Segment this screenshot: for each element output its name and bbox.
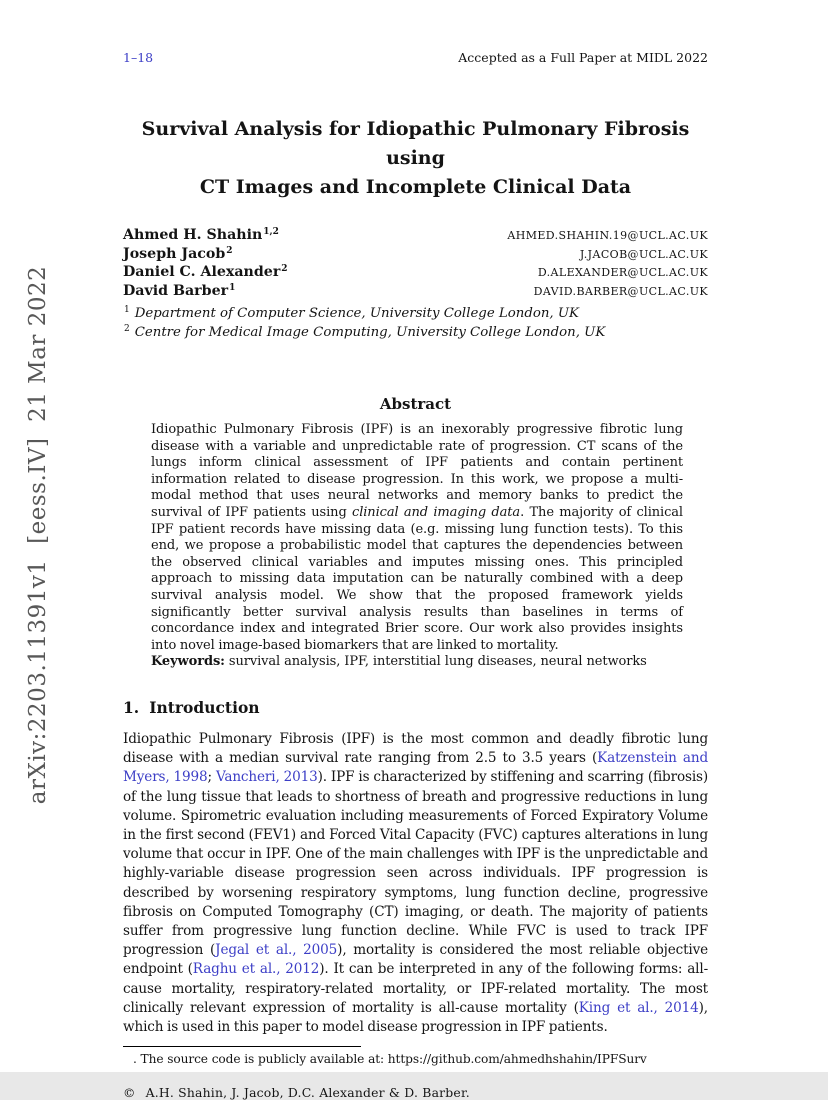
acceptance-note: Accepted as a Full Paper at MIDL 2022 [458, 50, 708, 65]
text-segment: ), mortality is considered the most reliable objective endpoint ( [123, 942, 709, 978]
paper-title [123, 115, 708, 202]
text-segment: ), which is used in this paper to model disease progression in IPF patients. [123, 999, 708, 1035]
keywords-text: survival analysis, IPF, interstitial lung diseases, neural networks [224, 654, 647, 670]
affiliation-sup: 1 [124, 305, 130, 315]
footnote-text: . The source code is publicly available at: https://github.com/ahmedhshahin/IPFSurv [133, 1052, 647, 1067]
affiliation: $^1$ Department of Computer Science, University College London, UK [124, 305, 579, 321]
author-affiliation-sup: 2 [226, 245, 233, 256]
text-segment: Idiopathic Pulmonary Fibrosis (IPF) is the most common and deadly fibrotic lung disease with a median survival rate ranging from 2.5 to 3.5 years ( [123, 730, 708, 767]
keywords-label: Keywords: [151, 654, 225, 670]
author-row [123, 246, 708, 265]
author-row [123, 264, 708, 283]
copyright-text: A.H. Shahin, J. Jacob, D.C. Alexander & D. Barber. [145, 1085, 470, 1100]
paper-title-line1: Survival Analysis for Idiopathic Pulmonary Fibrosis using [141, 118, 690, 169]
text-segment: clinical and imaging data [352, 504, 521, 520]
citation-link[interactable]: Jegal et al., 2005 [215, 942, 338, 959]
arxiv-watermark: arXiv:2203.11391v1 [eess.IV] 21 Mar 2022 [25, 265, 51, 805]
footnote-rule [123, 1046, 361, 1047]
author-name: Joseph Jacob$^2$ [123, 245, 233, 262]
page-content [123, 0, 708, 1100]
citation-link[interactable]: Raghu et al., 2012 [192, 961, 320, 978]
citation-link[interactable]: King et al., 2014 [578, 999, 699, 1016]
affiliation: $^2$ Centre for Medical Image Computing, University College London, UK [124, 324, 606, 340]
author-row [123, 283, 708, 302]
section-number: 1. [123, 697, 140, 717]
footnote-block [123, 1046, 708, 1066]
text-segment: ). It can be interpreted in any of the following forms: all-cause mortality, respiratory-related mortality, or IPF-related mortality. The most clinically relevant expression of mortality is all-cause mortality ( [123, 961, 709, 1016]
section-title: Introduction [149, 697, 260, 717]
author-affiliation-sup: 1 [229, 282, 236, 293]
author-email: D.ALEXANDER@UCL.AC.UK [537, 266, 708, 279]
author-name: Ahmed H. Shahin$^{1,2}$ [123, 227, 279, 243]
introduction-paragraph [123, 730, 708, 1037]
section-heading-introduction [123, 698, 708, 717]
page-range-link[interactable]: 1–18 [123, 50, 154, 65]
authors-block [123, 227, 708, 301]
text-segment: ). IPF is characterized by stiffening and scarring (fibrosis) of the lung tissue that leads to shortness of breath and progressive reductions in lung volume. Spirometric evaluation including measurements of Forced Expiratory Volume in the first second (FEV1) and Forced Vital Capacity (FVC) captures alterations in lung volume that occur in IPF. One of the main challenges with IPF is the unpredictable and highly-variable disease progression seen across individuals. IPF progression is described by worsening respiratory symptoms, lung function decline, progressive fibrosis on Computed Tomography (CT) imaging, or death. The majority of patients suffer from progressive lung function decline. While FVC is used to track IPF progression ( [123, 769, 708, 959]
author-email: J.JACOB@UCL.AC.UK [579, 247, 708, 261]
citation-link[interactable]: Katzenstein and Myers, 1998 [123, 750, 709, 786]
abstract-heading: Abstract [379, 395, 452, 413]
page-header [123, 50, 708, 65]
author-email: AHMED.SHAHIN.19@UCL.AC.UK [507, 229, 708, 242]
author-affiliation-sup: 1,2 [263, 227, 279, 237]
text-segment: . The majority of clinical IPF patient records have missing data (e.g. missing lung function tests). To this end, we propose a probabilistic model that captures the dependencies between the observed clinical variables and imputes missing ones. This principled approach to missing data imputation can be naturally combined with a deep survival analysis model. We show that the proposed framework yields significantly better survival analysis results than baselines in terms of concordance index and integrated Brier score. Our work also provides insights into novel image-based biomarkers that are linked to mortality. [151, 504, 683, 653]
text-segment: Idiopathic Pulmonary Fibrosis (IPF) is an inexorably progressive fibrotic lung disease with a variable and unpredictable rate of progression. CT scans of the lungs inform clinical assessment of IPF patients and contain pertinent information related to disease progression. In this work, we propose a multi-modal method that uses neural networks and memory banks to predict the survival of IPF patients using [151, 422, 683, 520]
author-affiliation-sup: 2 [281, 264, 288, 274]
author-email: DAVID.BARBER@UCL.AC.UK [533, 284, 708, 298]
affiliations-block [123, 305, 708, 343]
author-row [123, 227, 708, 246]
abstract-text [151, 422, 683, 654]
affiliation-sup: 2 [124, 324, 130, 334]
author-name: David Barber$^1$ [123, 282, 236, 299]
author-name: Daniel C. Alexander$^2$ [123, 264, 288, 280]
copyright-icon: © [123, 1085, 136, 1100]
citation-link[interactable]: Vancheri, 2013 [215, 769, 318, 786]
keywords-line [151, 654, 683, 671]
copyright-line [123, 1085, 708, 1100]
paper-title-line2: CT Images and Incomplete Clinical Data [199, 176, 632, 198]
text-segment: ; [207, 769, 216, 786]
